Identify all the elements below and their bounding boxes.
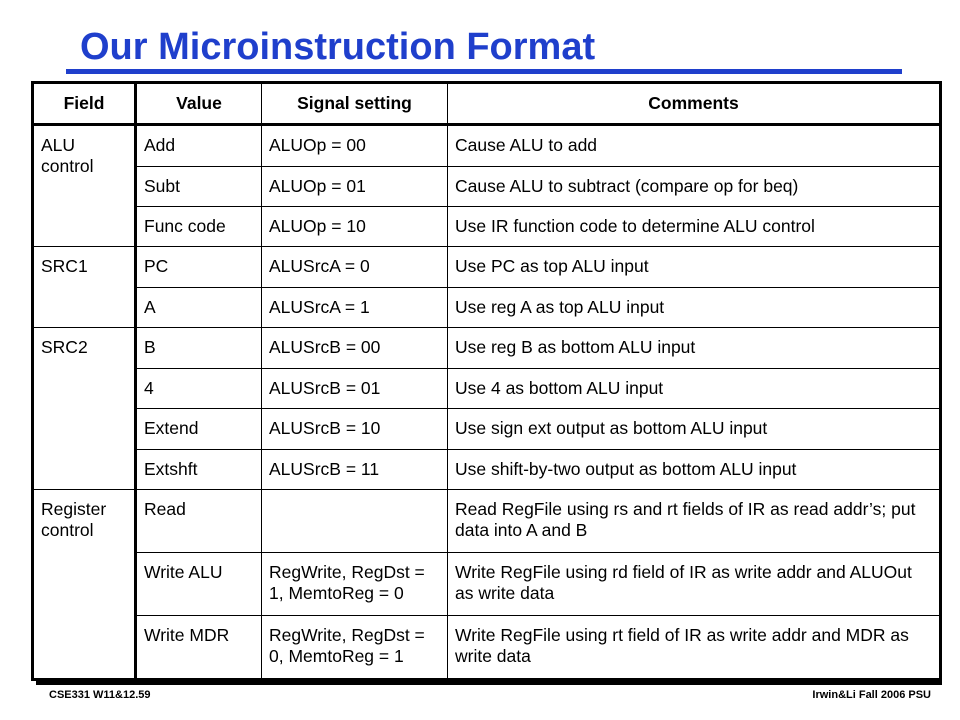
cell-field: SRC1 <box>33 247 136 328</box>
cell-value: Func code <box>136 207 262 247</box>
cell-field: SRC2 <box>33 328 136 490</box>
table-row <box>33 490 941 553</box>
table-row <box>33 166 941 206</box>
table-row <box>33 247 941 287</box>
cell-value: A <box>136 287 262 327</box>
cell-comment: Write RegFile using rd field of IR as write addr and ALUOut as write data <box>448 553 941 616</box>
footer-course-id: CSE331 W11&12.59 <box>49 689 151 701</box>
cell-signal-setting: ALUSrcB = 10 <box>262 409 448 449</box>
cell-value: Add <box>136 125 262 167</box>
title-underline <box>66 69 902 74</box>
cell-comment: Use sign ext output as bottom ALU input <box>448 409 941 449</box>
table-row <box>33 328 941 368</box>
header-value: Value <box>136 83 262 125</box>
table-row <box>33 287 941 327</box>
cell-comment: Use reg A as top ALU input <box>448 287 941 327</box>
cell-comment: Write RegFile using rt field of IR as write addr and MDR as write data <box>448 615 941 679</box>
cell-value: 4 <box>136 368 262 408</box>
cell-value: PC <box>136 247 262 287</box>
header-signal-setting: Signal setting <box>262 83 448 125</box>
cell-value: Extshft <box>136 449 262 489</box>
header-comments: Comments <box>448 83 941 125</box>
cell-comment: Read RegFile using rs and rt fields of IR as read addr’s; put data into A and B <box>448 490 941 553</box>
cell-comment: Use IR function code to determine ALU control <box>448 207 941 247</box>
table-row <box>33 409 941 449</box>
cell-signal-setting: ALUSrcA = 0 <box>262 247 448 287</box>
table-row <box>33 553 941 616</box>
cell-signal-setting: ALUSrcB = 01 <box>262 368 448 408</box>
cell-comment: Cause ALU to add <box>448 125 941 167</box>
cell-value: Extend <box>136 409 262 449</box>
microinstruction-format-table <box>31 81 942 681</box>
cell-comment: Use shift-by-two output as bottom ALU input <box>448 449 941 489</box>
cell-signal-setting: ALUSrcA = 1 <box>262 287 448 327</box>
cell-signal-setting: ALUOp = 00 <box>262 125 448 167</box>
cell-value: Subt <box>136 166 262 206</box>
cell-field: ALU control <box>33 125 136 247</box>
header-field: Field <box>33 83 136 125</box>
cell-signal-setting: ALUSrcB = 11 <box>262 449 448 489</box>
table-header-row <box>33 83 941 125</box>
cell-comment: Cause ALU to subtract (compare op for beq) <box>448 166 941 206</box>
table-row <box>33 615 941 679</box>
cell-value: B <box>136 328 262 368</box>
table-row <box>33 368 941 408</box>
cell-comment: Use 4 as bottom ALU input <box>448 368 941 408</box>
cell-signal-setting: ALUOp = 10 <box>262 207 448 247</box>
slide-title: Our Microinstruction Format <box>80 26 596 68</box>
table-row <box>33 125 941 167</box>
cell-comment: Use PC as top ALU input <box>448 247 941 287</box>
cell-field: Register control <box>33 490 136 680</box>
footer-credits: Irwin&Li Fall 2006 PSU <box>812 689 931 701</box>
cell-signal-setting: RegWrite, RegDst = 1, MemtoReg = 0 <box>262 553 448 616</box>
cell-signal-setting: RegWrite, RegDst = 0, MemtoReg = 1 <box>262 615 448 679</box>
cell-comment: Use reg B as bottom ALU input <box>448 328 941 368</box>
cell-signal-setting: ALUOp = 01 <box>262 166 448 206</box>
table-body <box>33 125 941 680</box>
cell-signal-setting: ALUSrcB = 00 <box>262 328 448 368</box>
table-row <box>33 207 941 247</box>
cell-value: Write MDR <box>136 615 262 679</box>
cell-signal-setting <box>262 490 448 553</box>
table-row <box>33 449 941 489</box>
cell-value: Read <box>136 490 262 553</box>
cell-value: Write ALU <box>136 553 262 616</box>
